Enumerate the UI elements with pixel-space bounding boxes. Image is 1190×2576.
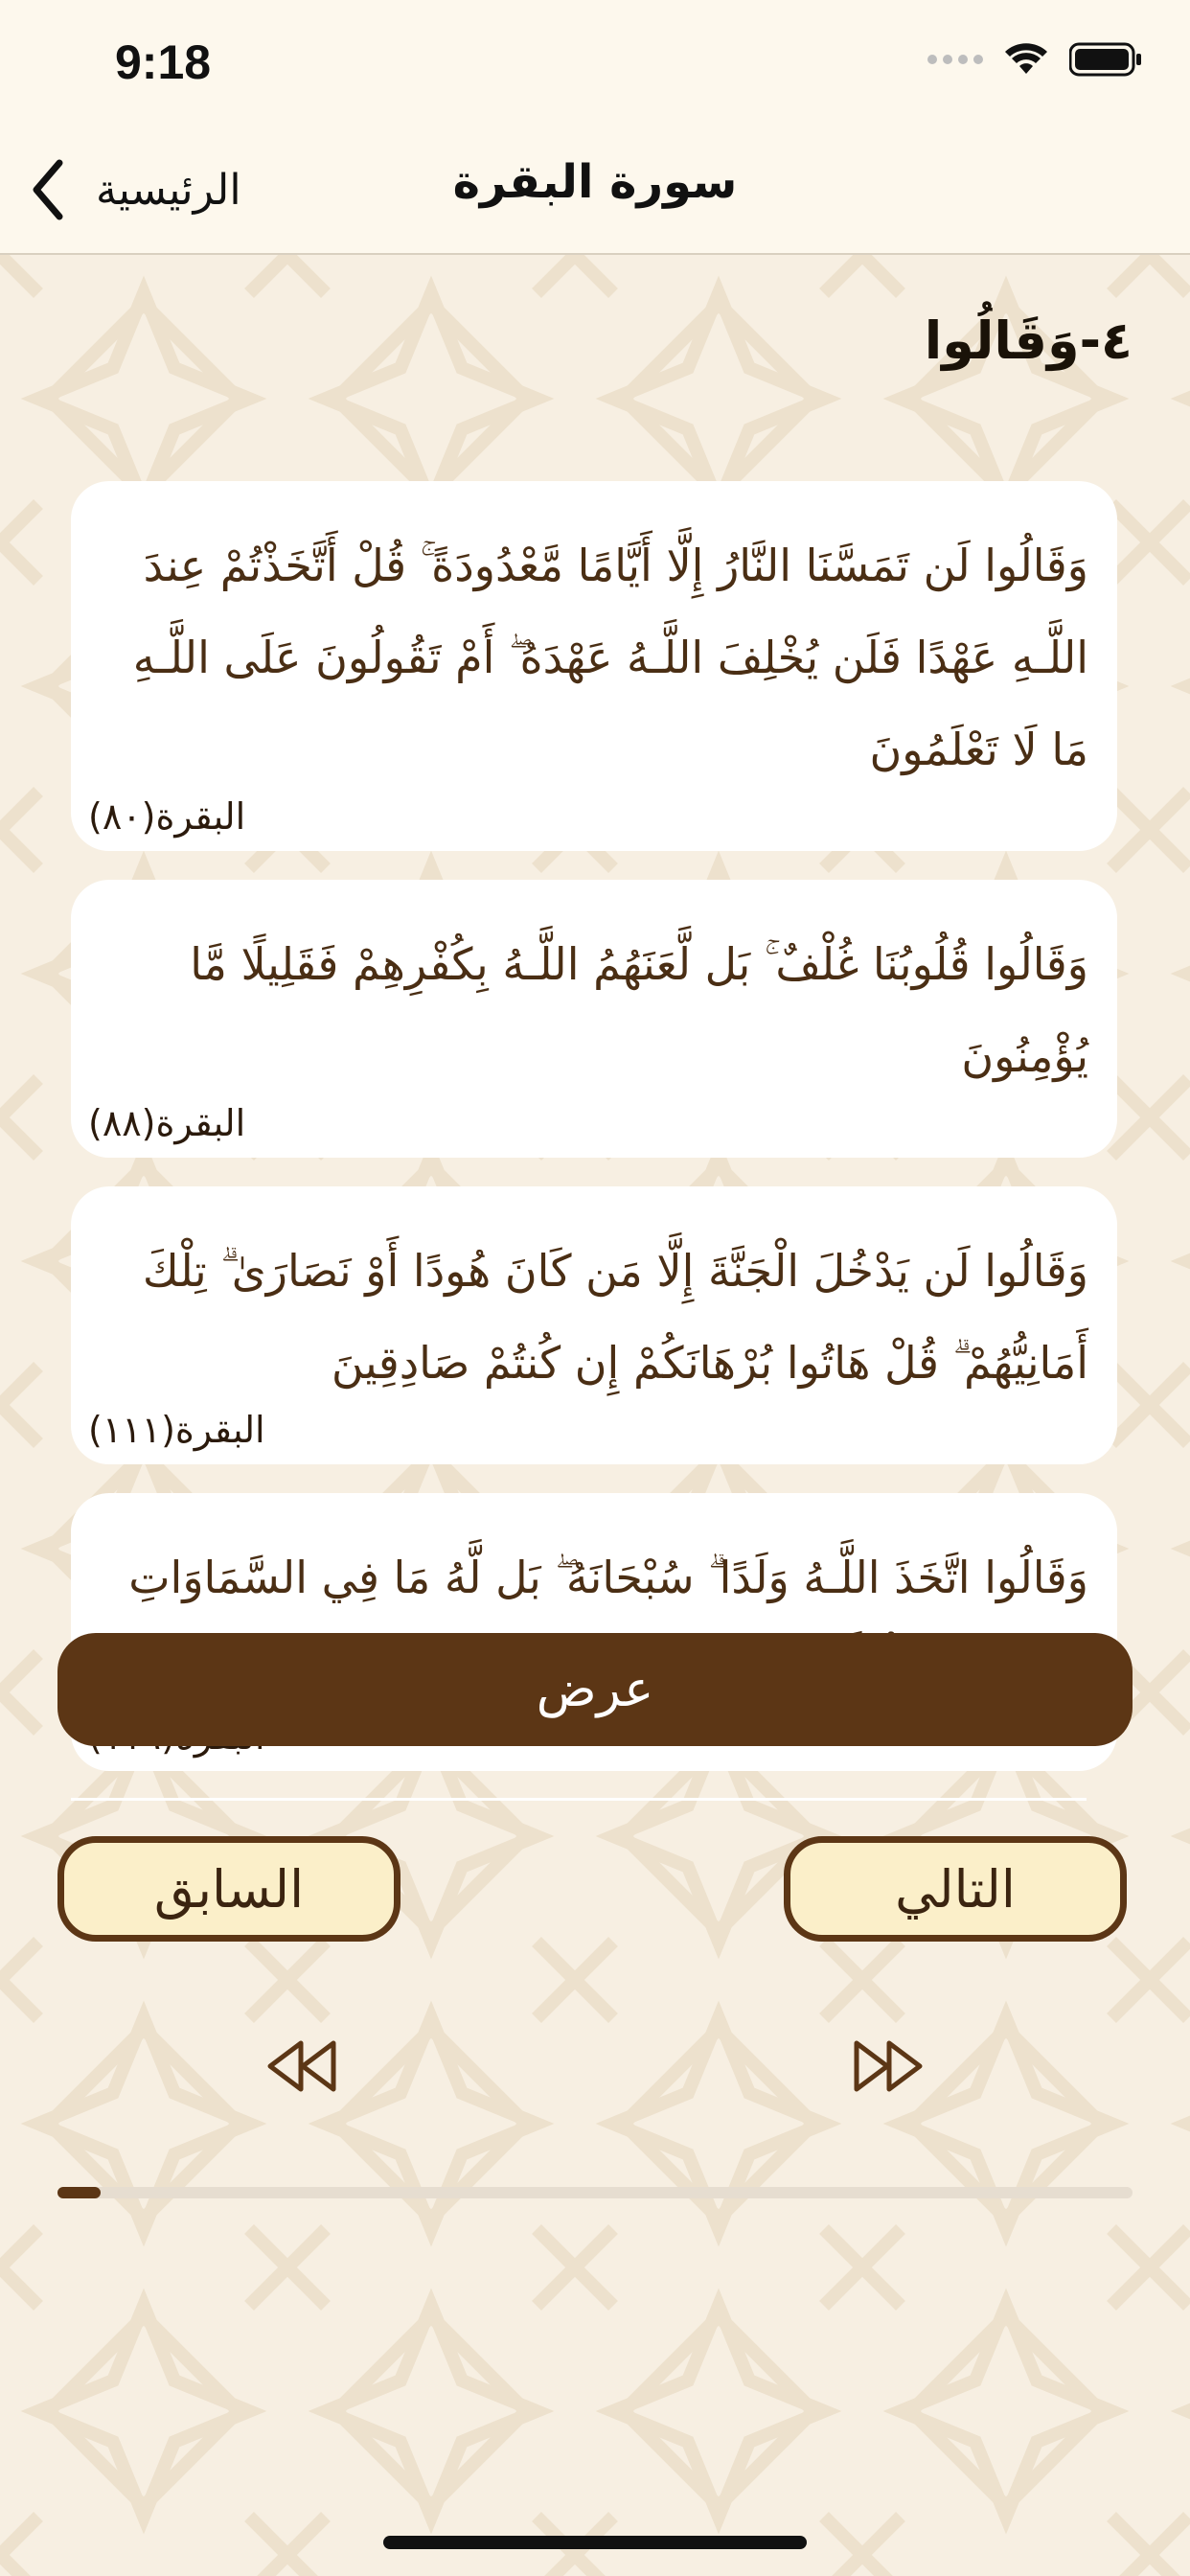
verse-reference: البقرة(٨٨) — [88, 1102, 246, 1144]
show-button[interactable]: عرض — [57, 1633, 1133, 1746]
status-icons — [927, 42, 1142, 77]
back-button-label: الرئيسية — [96, 165, 241, 215]
status-bar — [0, 0, 1190, 126]
verse-text: وَقَالُوا قُلُوبُنَا غُلْفٌ ۚ بَل لَّعَنَهُمُ اللَّـهُ بِكُفْرِهِمْ فَقَلِيلًا مَّا يُؤْمِنُونَ — [190, 938, 1088, 1082]
verse-card — [71, 481, 1117, 851]
verse-reference: البقرة(١١١) — [88, 1409, 265, 1451]
divider — [71, 1798, 1087, 1801]
previous-button[interactable]: السابق — [57, 1836, 400, 1942]
wifi-icon — [1004, 43, 1048, 76]
verse-reference: البقرة(٨٠) — [88, 795, 246, 838]
playback-progress-bar[interactable] — [57, 2187, 1133, 2198]
status-time: 9:18 — [115, 35, 212, 89]
section-title: ٤-وَقَالُوا — [924, 310, 1133, 371]
rewind-icon[interactable] — [264, 2037, 341, 2095]
navigation-bar — [0, 126, 1190, 255]
verse-text: وَقَالُوا لَن تَمَسَّنَا النَّارُ إِلَّا أَيَّامًا مَّعْدُودَةً ۚ قُلْ أَتَّخَذْتُمْ عِندَ اللَّـهِ عَهْدًا فَلَن يُخْلِفَ اللَّـهُ عَهْدَهُ ۖ أَمْ تَقُولُونَ عَلَى اللَّـهِ مَا لَا تَعْلَمُونَ — [132, 540, 1088, 775]
page-title: سورة البقرة — [452, 155, 738, 209]
cellular-signal-icon — [927, 55, 983, 64]
home-indicator[interactable] — [383, 2536, 807, 2549]
verse-text: وَقَالُوا اتَّخَذَ اللَّـهُ وَلَدًا ۗ سُبْحَانَهُ ۖ بَل لَّهُ مَا فِي السَّمَاوَاتِ — [128, 1552, 1088, 1603]
content-area — [0, 255, 1190, 2576]
verse-card — [71, 1186, 1117, 1464]
fast-forward-icon[interactable] — [849, 2037, 926, 2095]
playback-progress-fill — [57, 2187, 101, 2198]
next-button[interactable]: التالي — [784, 1836, 1127, 1942]
verse-text: وَقَالُوا لَن يَدْخُلَ الْجَنَّةَ إِلَّا مَن كَانَ هُودًا أَوْ نَصَارَىٰ ۗ تِلْكَ أَمَانِيُّهُمْ ۗ قُلْ هَاتُوا بُرْهَانَكُمْ إِن كُنتُمْ صَادِقِينَ — [142, 1245, 1088, 1389]
battery-icon — [1069, 42, 1142, 77]
verse-card — [71, 880, 1117, 1158]
